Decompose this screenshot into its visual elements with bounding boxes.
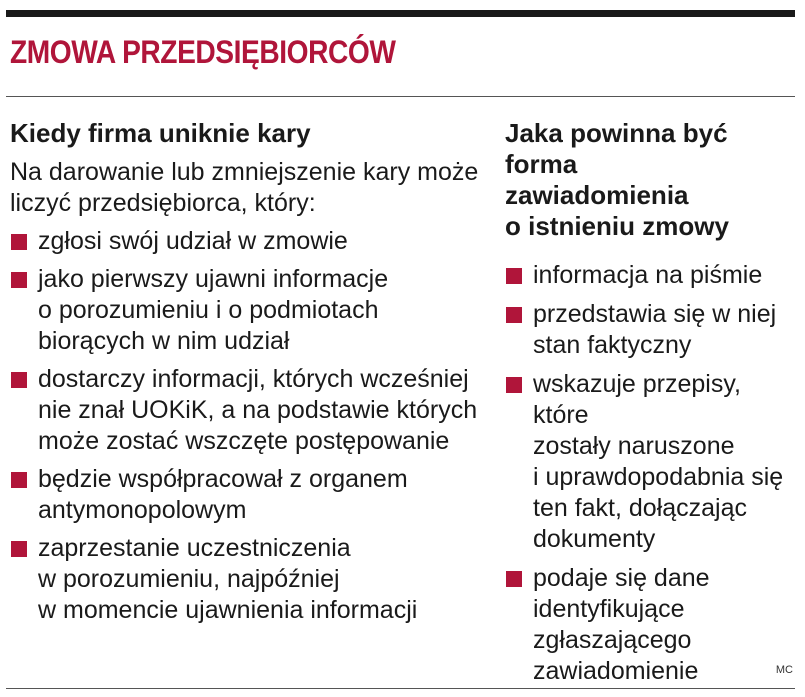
bullet-square-icon	[11, 541, 27, 557]
list-item	[505, 563, 800, 687]
page-title: ZMOWA PRZEDSIĘBIORCÓW	[10, 34, 396, 70]
list-item	[10, 464, 510, 526]
left-list	[10, 226, 510, 626]
bullet-square-icon	[11, 372, 27, 388]
bullet-square-icon	[506, 268, 522, 284]
right-column	[505, 118, 800, 687]
list-item-text: przedstawia się w niej stan faktyczny	[533, 300, 777, 359]
list-item	[10, 226, 510, 257]
right-list	[505, 260, 800, 687]
bullet-square-icon	[11, 472, 27, 488]
left-intro: Na darowanie lub zmniejszenie kary może liczyć przedsiębiorca, który:	[10, 158, 479, 217]
list-item-text: informacja na piśmie	[533, 261, 763, 289]
list-item-text: dostarczy informacji, których wcześniej nie znał UOKiK, a na podstawie których może zostać wszczęte postępowanie	[38, 365, 478, 455]
top-rule	[6, 10, 795, 17]
bottom-rule	[6, 688, 795, 689]
list-item-text: będzie współpracował z organem antymonopolowym	[38, 465, 408, 524]
list-item-text: zaprzestanie uczestniczenia w porozumieniu, najpóźniej w momencie ujawnienia informacji	[38, 534, 418, 624]
list-item	[10, 533, 510, 626]
list-item	[10, 264, 510, 357]
list-item-text: zgłosi swój udział w zmowie	[38, 227, 348, 255]
list-item	[10, 364, 510, 457]
list-item-text: jako pierwszy ujawni informacje o porozumieniu i o podmiotach biorących w nim udział	[38, 265, 389, 355]
left-heading: Kiedy firma uniknie kary	[10, 118, 311, 148]
left-column	[10, 118, 510, 626]
bullet-square-icon	[11, 234, 27, 250]
list-item	[505, 369, 800, 555]
bullet-square-icon	[506, 307, 522, 323]
bullet-square-icon	[506, 377, 522, 393]
right-heading: Jaka powinna być forma zawiadomienia o istnieniu zmowy	[505, 118, 729, 241]
list-item-text: wskazuje przepisy, które zostały naruszone i uprawdopodabnia się ten fakt, dołączając dokumenty	[533, 370, 784, 553]
bullet-square-icon	[506, 571, 522, 587]
list-item-text: podaje się dane identyfikujące zgłaszającego zawiadomienie	[533, 564, 710, 685]
list-item	[505, 260, 800, 291]
list-item	[505, 299, 800, 361]
title-divider	[6, 96, 795, 97]
bullet-square-icon	[11, 272, 27, 288]
author-credit: MC	[775, 664, 793, 676]
